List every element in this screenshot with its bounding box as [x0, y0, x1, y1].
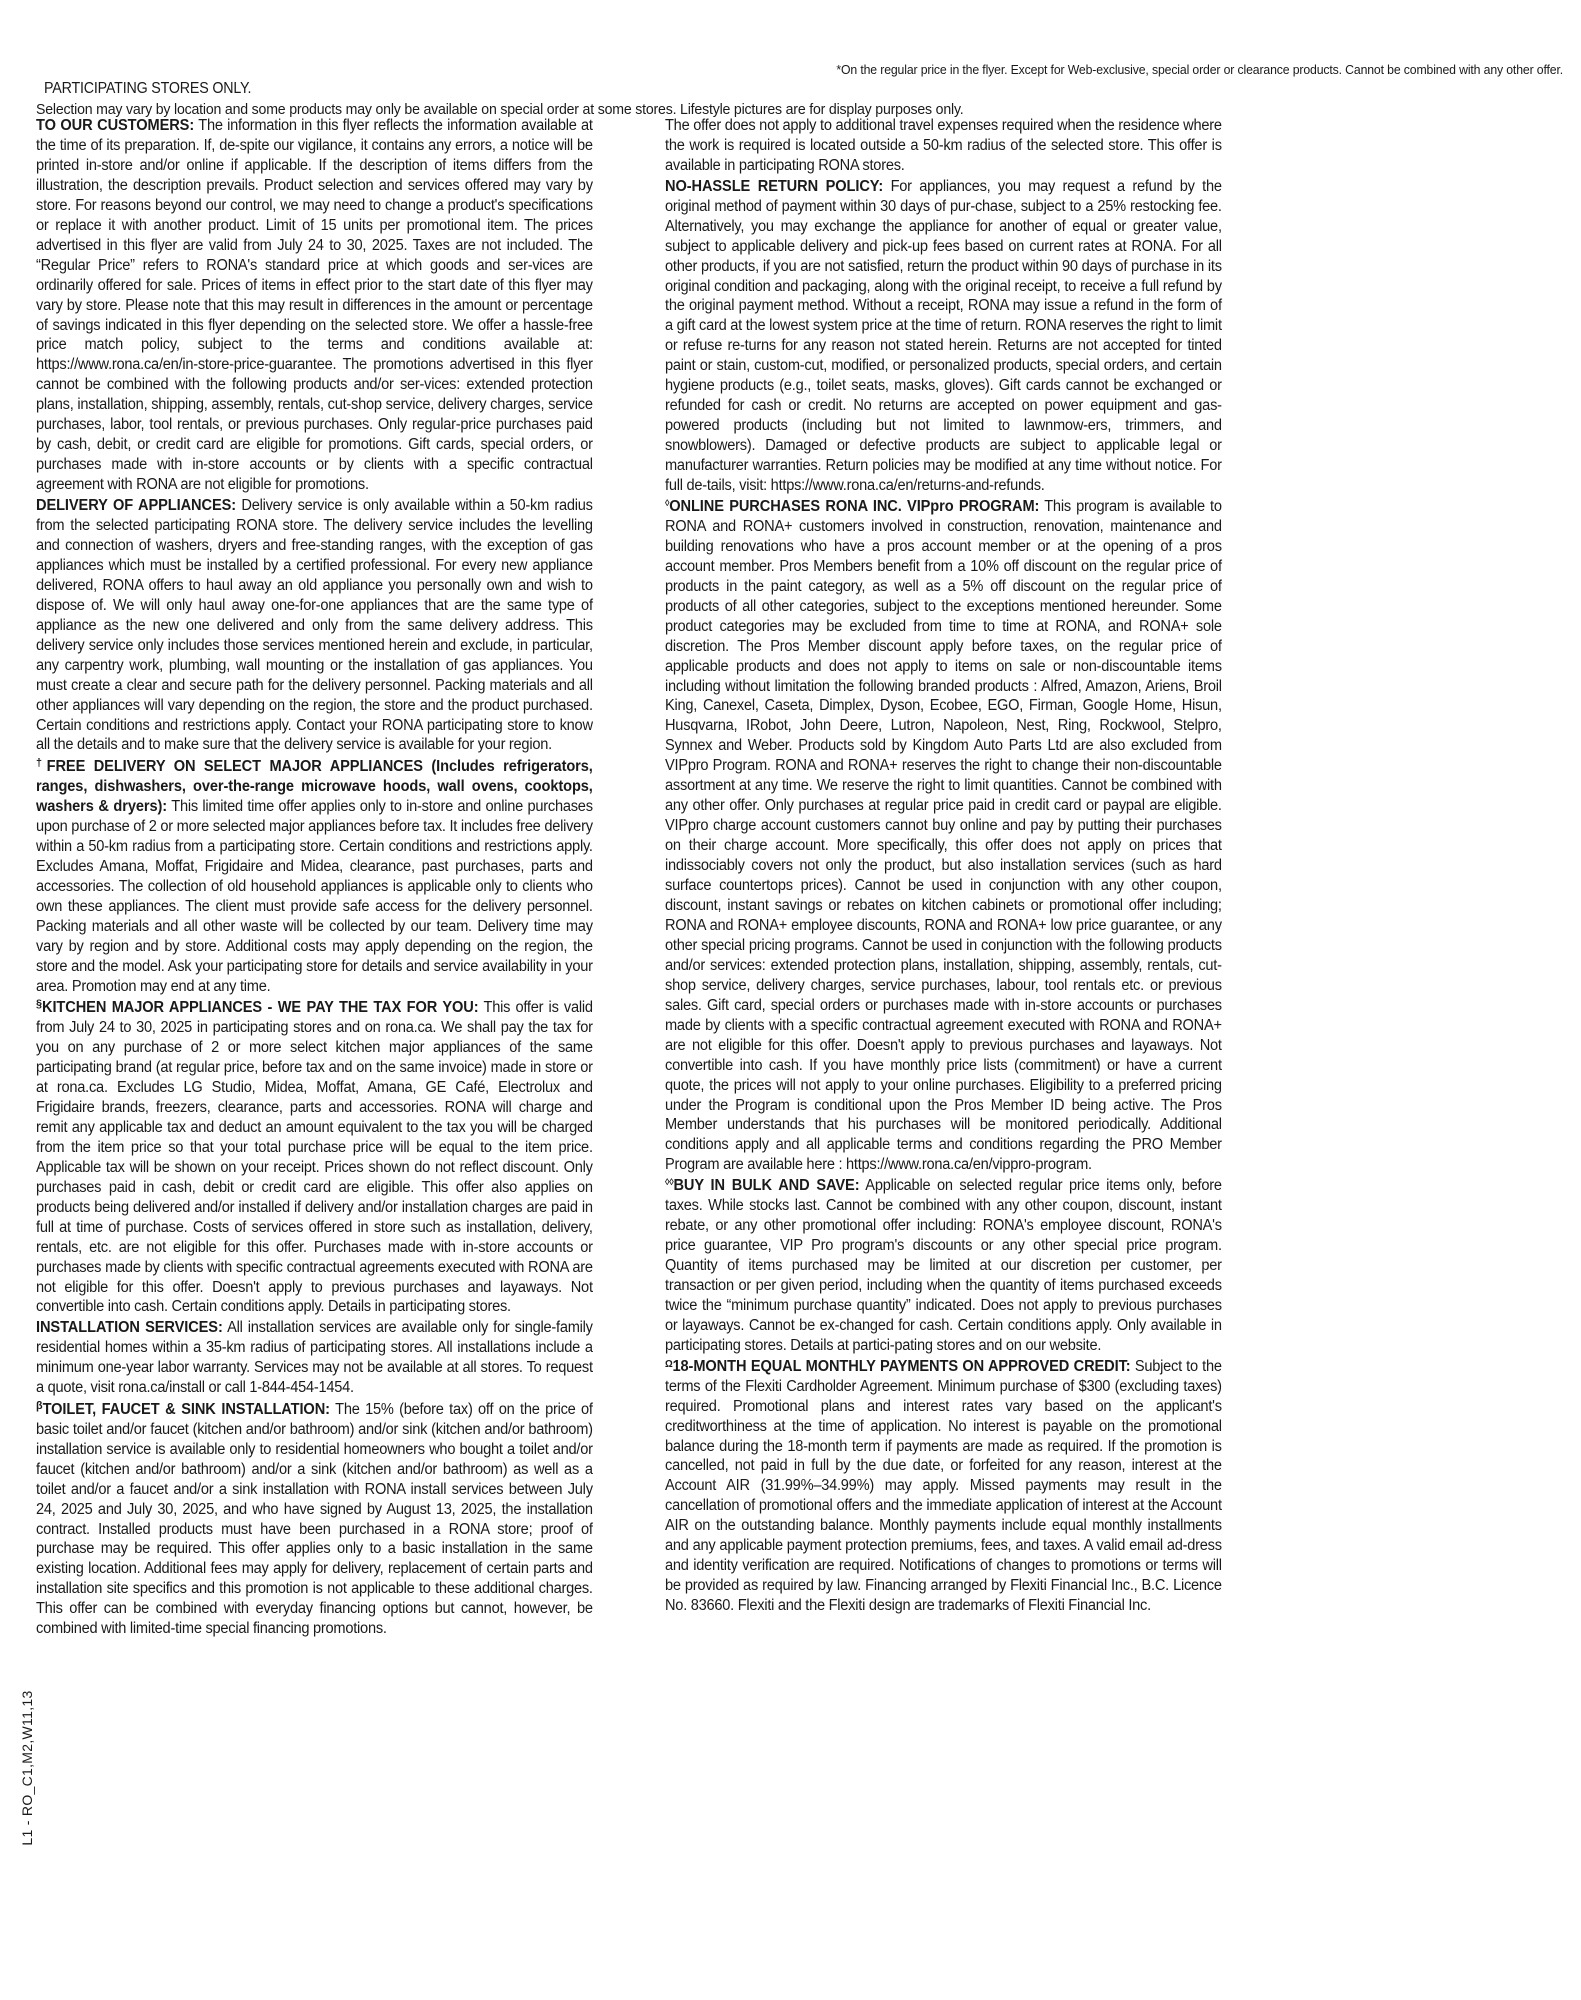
terms-columns — [36, 116, 1548, 1986]
section-no-hassle-return-policy — [665, 177, 1222, 496]
section-body: Applicable on selected regular price items only, before taxes. While stocks last. Cannot be combined with any other coupon, discount, instant rebate, or any other promotional offer including: RONA's employee discount, RONA's price guarantee, VIP Pro program's discounts or any other special price program. Quantity of items purchased may be limited at our discretion per customer, per transaction or per given period, including when the quantity of items purchased exceeds twice the “minimum purchase quantity” indicated. Does not apply to previous purchases or layaways. Cannot be ex-changed for cash. Certain conditions apply. Only available in participating stores. Details at partici-pating stores and on our website. — [665, 1177, 1222, 1354]
omega-symbol: Ω — [665, 1358, 673, 1370]
section-body: The 15% (before tax) off on the price of basic toilet and/or faucet (kitchen and/or bathroom) and/or sink (kitchen and/or bathroom) installation service is available only to residential homeowners who bought a toilet and/or faucet (kitchen and/or bathroom) and/or a sink (kitchen and/or bathroom) as well as a toilet and/or a faucet and/or a sink installation with RONA install services between July 24, 2025 and July 30, 2025, and who have signed by August 13, 2025, the installation contract. Installed products must have been purchased in a RONA store; proof of purchase may be required. This offer applies only to a basic installation in the same existing location. Additional fees may apply for delivery, replacement of certain parts and installation site specifics and this promotion is not applicable to these additional charges. This offer can be combined with everyday financing options but cannot, however, be combined with limited-time special financing promotions. — [36, 1400, 593, 1638]
section-toilet-faucet-sink — [36, 1399, 593, 1639]
section-18-month-equal-monthly-payments — [665, 1357, 1222, 1616]
section-body: For appliances, you may request a refund by the original method of payment within 30 days of pur-chase, subject to a 25% restocking fee. Alternatively, you may exchange the appliance for another of equal or greater value, subject to applicable delivery and pick-up fees based on current rates at RONA. For all other products, if you are not satisfied, return the product within 90 days of purchase in its original condition and packaging, along with the original receipt, to receive a full refund by the original payment method. Without a receipt, RONA may issue a refund in the form of a gift card at the lowest system price at the time of return. RONA reserves the right to limit or refuse re-turns for any reason not stated herein. Returns are not accepted for tinted paint or stain, custom-cut, modified, or personalized products, special orders, and certain hygiene products (e.g., toilet seats, masks, gloves). Gift cards cannot be exchanged or refunded for cash or credit. No returns are accepted on power equipment and gas-powered products (including but not limited to lawnmow-ers, trimmers, and snowblowers). Damaged or defective products are subject to applicable legal or manufacturer warranties. Return policies may be modified at any time without notice. For full de-tails, visit: https://www.rona.ca/en/returns-and-refunds. — [665, 177, 1222, 495]
section-heading: NO-HASSLE RETURN POLICY: — [665, 177, 884, 195]
selection-note: Selection may vary by location and some products may only be available on special order at some stores. Lifestyle pictures are for display purposes only. — [36, 101, 964, 118]
section-heading: ONLINE PURCHASES RONA INC. VIPpro PROGRAM: — [669, 497, 1040, 515]
section-body: This limited time offer applies only to in-store and online purchases upon purchase of 2 or more selected major appliances before tax. It includes free delivery within a 50-km radius from a participating store. Certain conditions and restrictions apply. Excludes Amana, Moffat, Frigidaire and Midea, clearance, past purchases, parts and accessories. The collection of old household appliances is applicable only to clients who own these appliances. The client must provide safe access for the delivery personnel. Packing materials and all other waste will be collected by our team. Delivery time may vary by region and by store. Additional costs may apply depending on the region, the store and the model. Ask your participating store for details and service availability in your area. Promotion may end at any time. — [36, 797, 593, 995]
section-heading: INSTALLATION SERVICES: — [36, 1319, 223, 1337]
section-heading: DELIVERY OF APPLIANCES: — [36, 497, 237, 515]
section-buy-in-bulk-and-save — [665, 1176, 1222, 1356]
section-symbol: § — [36, 998, 43, 1011]
section-body: This program is available to RONA and RONA+ customers involved in construction, renovation, maintenance and building renovations who have a pros account member or at the opening of a pros account member. Pros Members benefit from a 10% off discount on the regular price of products in the paint category, as well as a 5% off discount on the regular price of products of all other categories, subject to the exceptions mentioned hereunder. Some product categories may be excluded from time to time at RONA, and RONA+ sole discretion. The Pros Member discount apply before taxes, on the regular price of applicable products and does not apply to items on sale or non-discountable items including without limitation the following branded products : Alfred, Amazon, Ariens, Broil King, Canexel, Caseta, Dimplex, Dyson, Ecobee, EGO, Firman, Google Home, Hisun, Husqvarna, IRobot, John Deere, Lutron, Napoleon, Nest, Ring, Rockwool, Stelpro, Synnex and Weber. Products sold by Kingdom Auto Parts Ltd are also excluded from VIPpro Program. RONA and RONA+ reserves the right to change their non-discountable assortment at any time. We reserve the right to limit quantities. Cannot be combined with any other offer. Only purchases at regular price paid in credit card or paypal are eligible. VIPpro charge account customers cannot buy online and pay by putting their purchases on their charge account. More specifically, this offer does not apply on prices that indissociably covers not only the product, but also installation services (such as hard surface countertops prices). Cannot be used in conjunction with any other coupon, discount, instant savings or rebates on kitchen cabinets or promotional offer including; RONA and RONA+ employee discounts, RONA and RONA+ low price guarantee, or any other special pricing programs. Cannot be used in conjunction with the following products and/or services: extended protection plans, installation, shipping, assembly, rentals, cut-shop service, delivery charges, service purchases, labour, tool rentals etc. or previous sales. Gift card, special orders or purchases made with in-store accounts or purchases made by clients with a specific contractual agreement executed with RONA and RONA+ are not eligible for this offer. Doesn't apply to previous purchases and layaways. Not convertible into cash. If you have monthly price lists (commitment) or have a current quote, the prices will not apply to your online purchases. Eligibility to a preferred pricing under the Program is conditional upon the Pros Member ID being active. The Pros Member understands that his purchases will be monitored periodically. Additional conditions apply and all applicable terms and conditions regarding the PRO Member Program are available here : https://www.rona.ca/en/vippro-program. — [665, 497, 1222, 1174]
dagger-symbol: † — [36, 757, 47, 770]
section-installation-services — [36, 1318, 593, 1398]
asterisk-note: *On the regular price in the flyer. Except for Web-exclusive, special order or clearance products. Cannot be combined with any other offer. — [836, 62, 1563, 77]
section-free-delivery — [36, 756, 593, 996]
section-body: Delivery service is only available within a 50-km radius from the selected participating RONA store. The delivery service includes the levelling and connection of washers, dryers and free-standing ranges, with the exception of gas appliances which must be installed by a certified professional. For every new appliance delivered, RONA offers to haul away an old appliance you personally own and wish to dispose of. We will only haul away one-for-one appliances that are the same type of appliance as the new one delivered and only from the same delivery address. This delivery service only includes those services mentioned herein and exclude, in particular, any carpentry work, plumbing, wall mounting or the installation of gas appliances. You must create a clear and secure path for the delivery personnel. Packing materials and all other appliances will vary depending on the region, the store and the product purchased. Certain conditions and restrictions apply. Contact your RONA participating store to know all the details and to make sure that the delivery service is available for your region. — [36, 497, 593, 754]
section-heading: KITCHEN MAJOR APPLIANCES - WE PAY THE TAX FOR YOU: — [42, 999, 479, 1017]
lozenge-symbol: ◊ — [665, 497, 670, 509]
section-heading: FREE DELIVERY ON SELECT MAJOR APPLIANCES (Includes refrigerators, ranges, dishwashers, over-the-range microwave hoods, wall ovens, cooktops, washers & dryers): — [36, 758, 593, 815]
section-heading: TO OUR CUSTOMERS: — [36, 117, 195, 134]
double-lozenge-symbol: ◊◊ — [665, 1177, 674, 1189]
section-to-our-customers — [36, 116, 593, 495]
section-body: The information in this flyer reflects the information available at the time of its preparation. If, de-spite our vigilance, it contains any errors, a notice will be printed in-store and/or online if applicable. If the description of items differs from the illustration, the description prevails. Product selection and services offered may vary by store. For reasons beyond our control, we may need to change a product's specifications or replace it with another product. Limit of 15 units per promotional item. The prices advertised in this flyer are valid from July 24 to 30, 2025. Taxes are not included. The “Regular Price” refers to RONA's standard price at which goods and ser-vices are ordinarily offered for sale. Prices of items in effect prior to the start date of this flyer may vary by store. Please note that this may result in differences in the amount or percentage of savings indicated in this flyer depending on the selected store. We offer a hassle-free price match policy, subject to the terms and conditions available at: https://www.rona.ca/en/in-store-price-guarantee. The promotions advertised in this flyer cannot be combined with the following products and/or ser-vices: extended protection plans, installation, shipping, assembly, rentals, cut-shop service, delivery charges, service purchases, labor, tool rentals, or previous purchases. Only regular-price purchases paid by cash, debit, or credit card are eligible for promotions. Gift cards, special orders, or purchases made with in-store accounts or by clients with a specific contractual agreement with RONA are not eligible for promotions. — [36, 117, 593, 494]
section-body: The offer does not apply to additional travel expenses required when the residence where the work is required is located outside a 50-km radius of the selected store. This offer is available in participating RONA stores. — [665, 117, 1222, 174]
section-delivery-of-appliances — [36, 496, 593, 755]
section-body: Subject to the terms of the Flexiti Cardholder Agreement. Minimum purchase of $300 (excluding taxes) required. Promotional plans and interest rates vary based on the applicant's creditworthiness at the time of application. No interest is payable on the promotional balance during the 18-month term if payments are made as required. If the promotion is cancelled, not paid in full by the due date, or forfeited for any reason, interest at the Account AIR (31.99%–34.99%) may apply. Missed payments may result in the cancellation of promotional offers and the immediate application of interest at the Account AIR on the outstanding balance. Monthly payments include equal monthly installments and any applicable payment protection premiums, fees, and taxes. A valid email ad-dress and identity verification are required. Notifications of changes to promotions or terms will be provided as required by law. Financing arranged by Flexiti Financial Inc., B.C. Licence No. 83660. Flexiti and the Flexiti design are trademarks of Flexiti Financial Inc. — [665, 1357, 1222, 1615]
participating-stores-note: PARTICIPATING STORES ONLY. — [44, 80, 252, 97]
section-body: This offer is valid from July 24 to 30, 2025 in participating stores and on rona.ca. We shall pay the tax for you on any purchase of 2 or more select kitchen major appliances of the same participating brand (at regular price, before tax and on the same invoice) made in store or at rona.ca. Excludes LG Studio, Midea, Moffat, Amana, GE Café, Electrolux and Frigidaire brands, freezers, clearance, parts and accessories. RONA will charge and remit any applicable tax and deduct an amount equivalent to the tax you will be charged from the item price so that your total purchase price will be equal to the item price. Applicable tax will be shown on your receipt. Prices shown do not reflect discount. Only purchases paid in cash, debit or credit card are eligible. This offer also applies on products being delivered and/or installed if delivery and/or installation charges are paid in full at time of purchase. Costs of services offered in store such as installation, delivery, rentals, etc. are not eligible for this offer. Purchases made with in-store accounts or purchases made by clients with specific contractual agreements executed with RONA are not eligible for this offer. Doesn't apply to previous purchases and layaways. Not convertible into cash. Certain conditions apply. Details in participating stores. — [36, 999, 593, 1316]
beta-symbol: β — [36, 1400, 43, 1413]
left-column — [36, 116, 593, 1986]
section-travel-expenses — [665, 116, 1222, 176]
section-heading: TOILET, FAUCET & SINK INSTALLATION: — [42, 1400, 330, 1418]
side-print-code: L1 - RO_C1,M2,W11,13 — [19, 1690, 35, 1846]
section-body: All installation services are available only for single-family residential homes within a 35-km radius of participating stores. All installations include a minimum one-year labor warranty. Services may not be available at all stores. To request a quote, visit rona.ca/install or call 1-844-454-1454. — [36, 1319, 593, 1397]
section-vippro-program — [665, 497, 1222, 1175]
right-column — [665, 116, 1222, 1986]
section-kitchen-major-appliances — [36, 997, 593, 1317]
section-heading: BUY IN BULK AND SAVE: — [673, 1177, 860, 1195]
section-heading: 18-MONTH EQUAL MONTHLY PAYMENTS ON APPROVED CREDIT: — [672, 1357, 1131, 1375]
